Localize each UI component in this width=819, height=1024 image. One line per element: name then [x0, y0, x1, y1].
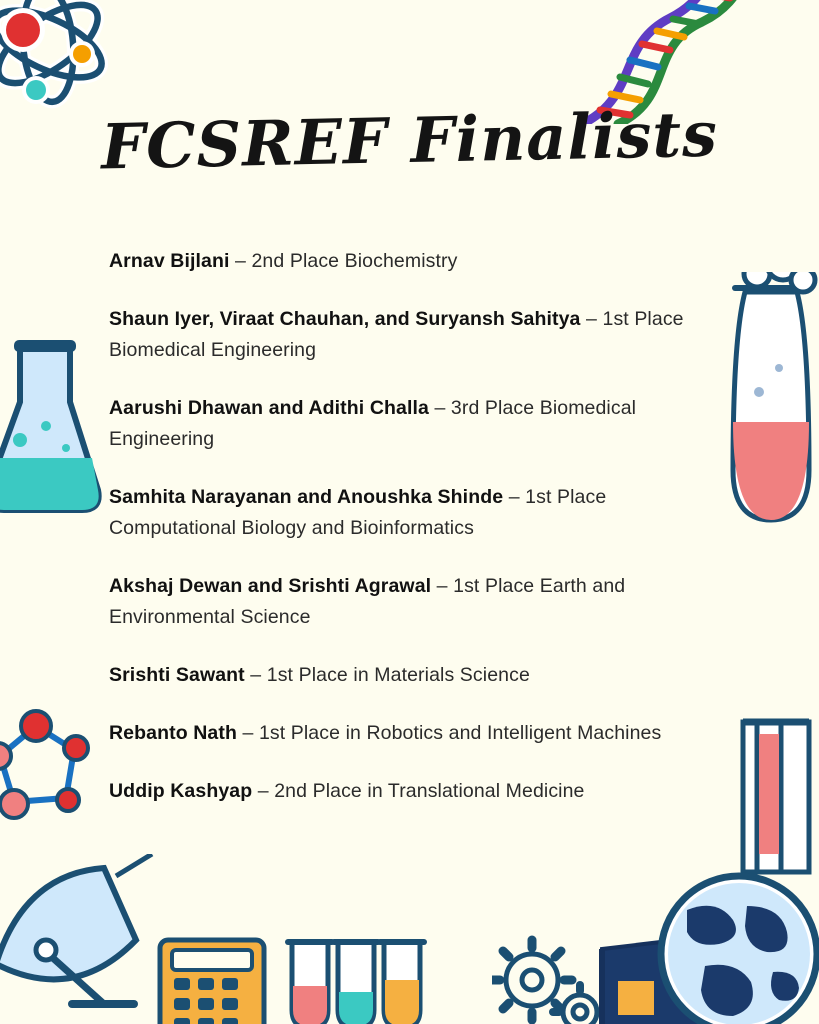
finalist-names: Rebanto Nath	[109, 722, 237, 744]
satellite-dish-icon	[0, 854, 184, 1024]
list-item	[109, 776, 734, 807]
finalist-separator: –	[236, 722, 259, 744]
finalist-separator: –	[503, 486, 526, 508]
list-item	[109, 571, 734, 633]
gears-icon	[492, 928, 602, 1024]
list-item	[109, 246, 734, 277]
finalist-names: Shaun Iyer, Viraat Chauhan, and Suryansh Sahitya	[109, 308, 581, 330]
list-item	[109, 304, 734, 366]
finalist-separator: –	[252, 780, 275, 802]
finalist-award: 1st Place Biomedical Engineering	[109, 308, 684, 361]
finalist-names: Srishti Sawant	[109, 664, 245, 686]
page-title: FCSREF Finalists	[100, 97, 719, 184]
lab-stand-icon	[733, 716, 819, 876]
list-item	[109, 482, 734, 544]
finalist-names: Aarushi Dhawan and Adithi Challa	[109, 397, 429, 419]
book-icon	[596, 935, 706, 1024]
list-item	[109, 393, 734, 455]
finalist-separator: –	[244, 664, 267, 686]
finalist-separator: –	[431, 575, 454, 597]
finalist-separator: –	[229, 250, 252, 272]
list-item	[109, 660, 734, 691]
finalist-award: 2nd Place Biochemistry	[251, 250, 458, 272]
finalist-names: Uddip Kashyap	[109, 780, 253, 802]
finalist-award: 2nd Place in Translational Medicine	[274, 780, 585, 802]
finalist-award: 1st Place in Materials Science	[266, 664, 530, 686]
finalist-award: 3rd Place Biomedical Engineering	[109, 397, 637, 450]
globe-icon	[647, 862, 819, 1024]
finalist-names: Arnav Bijlani	[109, 250, 230, 272]
finalist-award: 1st Place Computational Biology and Bioinformatics	[109, 486, 607, 539]
list-item	[109, 718, 734, 749]
finalist-names: Samhita Narayanan and Anoushka Shinde	[109, 486, 504, 508]
finalists-list	[109, 246, 734, 834]
finalist-names: Akshaj Dewan and Srishti Agrawal	[109, 575, 432, 597]
finalist-award: 1st Place in Robotics and Intelligent Machines	[258, 722, 662, 744]
erlenmeyer-flask-icon	[0, 340, 104, 515]
calculator-icon	[152, 932, 272, 1024]
finalist-separator: –	[580, 308, 603, 330]
finalist-separator: –	[428, 397, 451, 419]
molecule-icon	[0, 690, 110, 840]
finalist-award: 1st Place Earth and Environmental Science	[109, 575, 626, 628]
test-tube-rack-icon	[282, 930, 457, 1024]
